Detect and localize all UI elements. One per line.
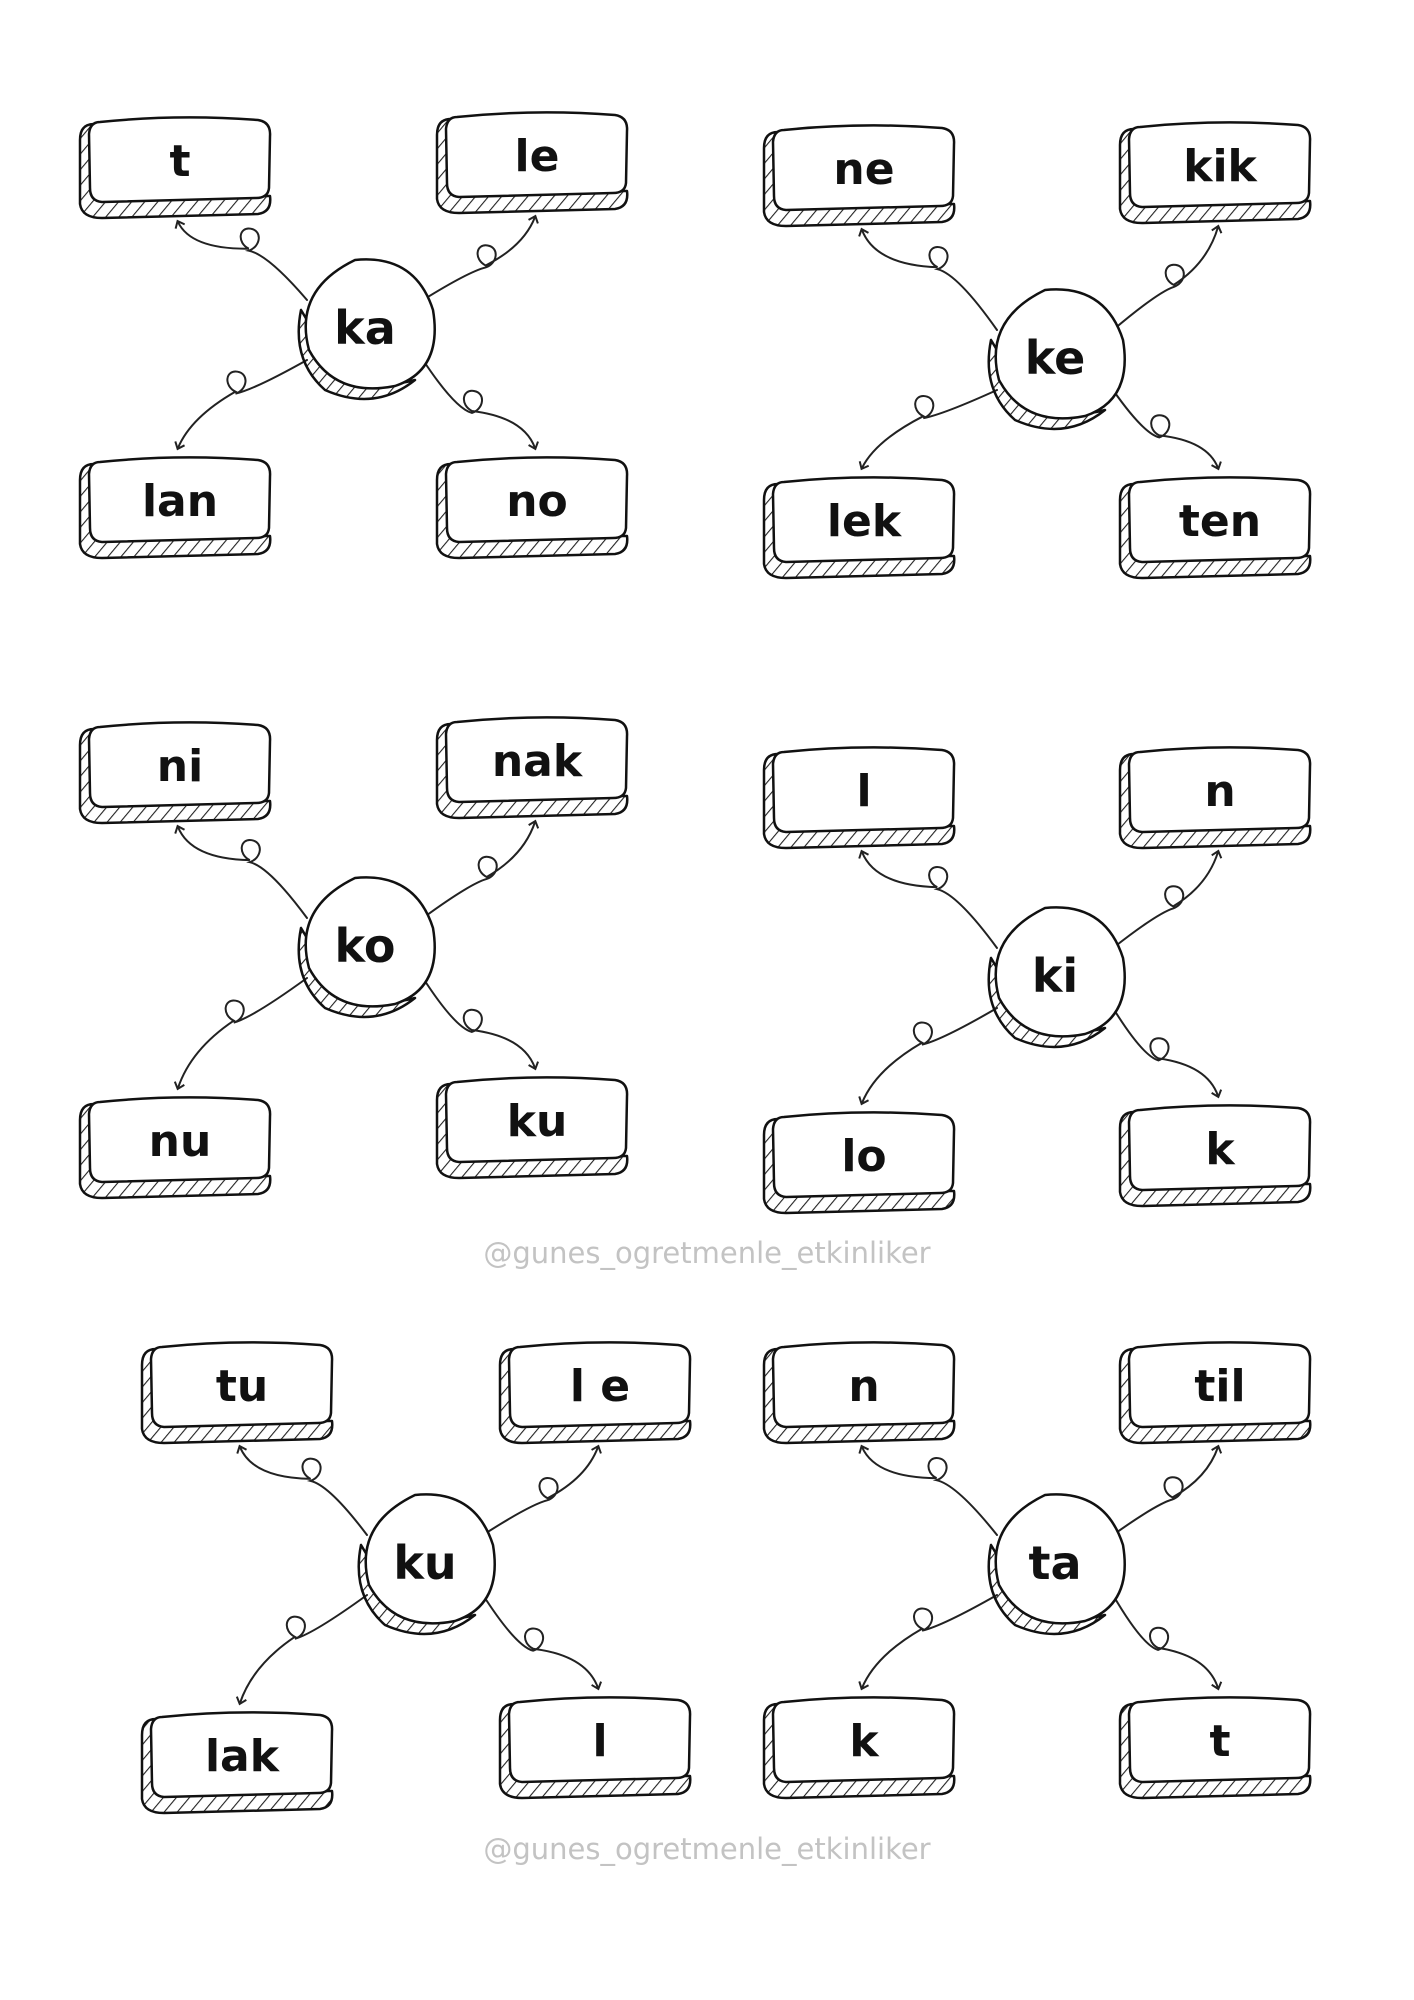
syllable-box-top-left-label: n xyxy=(848,1361,880,1412)
syllable-box-bottom-left xyxy=(80,457,270,558)
syllable-box-top-left xyxy=(80,117,270,218)
center-syllable-bubble-label: ko xyxy=(334,919,396,973)
connector-arrow-top-left xyxy=(178,222,307,300)
center-syllable-bubble xyxy=(989,907,1125,1047)
syllable-box-bottom-right xyxy=(1120,1105,1310,1206)
syllable-box-top-right xyxy=(437,717,627,818)
center-syllable-bubble-label: ke xyxy=(1024,331,1086,385)
connector-arrow-bottom-left xyxy=(178,360,307,448)
connector-arrow-top-right xyxy=(483,1447,598,1535)
watermark-middle: @gunes_ogretmenle_etkinliker xyxy=(483,1236,931,1270)
syllable-box-top-right-label: le xyxy=(514,131,560,182)
syllable-box-top-left-label: ni xyxy=(156,741,204,792)
syllable-box-bottom-left xyxy=(764,1112,954,1213)
syllable-box-bottom-left-label: nu xyxy=(148,1116,212,1167)
connector-arrow-top-left xyxy=(862,1447,997,1535)
syllable-box-bottom-right-label: ku xyxy=(506,1096,568,1147)
syllable-box-bottom-right xyxy=(437,1077,627,1178)
center-syllable-bubble-label: ku xyxy=(393,1536,457,1590)
syllable-box-top-right-label: nak xyxy=(491,736,583,787)
syllable-box-top-right-label: kik xyxy=(1183,141,1257,192)
connector-arrow-bottom-left xyxy=(240,1595,367,1703)
syllable-box-bottom-left-label: lan xyxy=(141,476,219,527)
syllable-box-bottom-right-label: ten xyxy=(1178,496,1262,547)
syllable-cluster xyxy=(80,717,627,1198)
connector-arrow-top-right xyxy=(423,217,535,300)
syllable-box-top-left-label: tu xyxy=(215,1361,269,1412)
syllable-box-top-left xyxy=(80,722,270,823)
syllable-box-bottom-left xyxy=(764,477,954,578)
syllable-box-top-right-label: n xyxy=(1204,766,1236,817)
syllable-box-top-right-label: til xyxy=(1194,1361,1246,1412)
connector-arrow-top-left xyxy=(862,852,997,948)
syllable-box-top-left xyxy=(764,1342,954,1443)
syllable-box-bottom-right xyxy=(1120,1697,1310,1798)
center-syllable-bubble xyxy=(989,1494,1125,1634)
syllable-box-bottom-left-label: lo xyxy=(841,1131,887,1182)
syllable-box-bottom-right xyxy=(500,1697,690,1798)
connector-arrow-top-right xyxy=(1113,227,1218,330)
connector-arrow-bottom-right xyxy=(483,1595,598,1688)
connector-arrow-bottom-right xyxy=(1113,1008,1218,1096)
connector-arrow-bottom-left xyxy=(178,978,307,1088)
connector-arrow-top-right xyxy=(423,822,535,918)
syllable-box-bottom-left-label: lak xyxy=(204,1731,280,1782)
syllable-cluster xyxy=(764,1342,1310,1798)
syllable-cluster xyxy=(80,112,627,558)
syllable-box-bottom-right-label: no xyxy=(506,476,568,527)
connector-arrow-bottom-left xyxy=(862,1008,997,1103)
syllable-box-bottom-left-label: lek xyxy=(826,496,902,547)
syllable-box-bottom-right-label: k xyxy=(1205,1124,1235,1175)
syllable-box-bottom-left xyxy=(764,1697,954,1798)
connector-arrow-top-right xyxy=(1113,852,1218,948)
syllable-cluster xyxy=(764,122,1310,578)
connector-arrow-bottom-right xyxy=(423,360,535,448)
connector-arrow-top-right xyxy=(1113,1447,1218,1535)
syllable-box-top-right xyxy=(1120,1342,1310,1443)
syllable-box-bottom-right-label: t xyxy=(1209,1716,1231,1767)
syllable-cluster xyxy=(142,1342,690,1813)
center-syllable-bubble xyxy=(359,1494,495,1634)
center-syllable-bubble xyxy=(299,877,435,1017)
connector-arrow-bottom-right xyxy=(1113,390,1218,468)
connector-arrow-top-left xyxy=(862,230,997,330)
watermark-bottom: @gunes_ogretmenle_etkinliker xyxy=(483,1832,931,1866)
syllable-box-bottom-right xyxy=(1120,477,1310,578)
syllable-box-top-right xyxy=(500,1342,690,1443)
syllable-box-top-left xyxy=(764,747,954,848)
syllable-box-top-left-label: t xyxy=(169,136,191,187)
center-syllable-bubble-label: ka xyxy=(334,301,396,355)
syllable-box-bottom-left xyxy=(80,1097,270,1198)
connector-arrow-top-left xyxy=(240,1447,367,1535)
syllable-box-bottom-left-label: k xyxy=(849,1716,879,1767)
syllable-box-top-left xyxy=(142,1342,332,1443)
syllable-box-top-right xyxy=(437,112,627,213)
syllable-box-top-left-label: ne xyxy=(833,144,895,195)
connector-arrow-bottom-left xyxy=(862,1595,997,1688)
syllable-box-bottom-right-label: l xyxy=(592,1716,608,1767)
connector-arrow-bottom-right xyxy=(423,978,535,1068)
syllable-box-top-right-label: l e xyxy=(569,1361,631,1412)
center-syllable-bubble-label: ta xyxy=(1028,1536,1082,1590)
connector-arrow-top-left xyxy=(178,827,307,918)
syllable-box-top-left-label: l xyxy=(856,766,872,817)
center-syllable-bubble xyxy=(989,289,1125,429)
syllable-box-top-right xyxy=(1120,747,1310,848)
syllable-box-bottom-left xyxy=(142,1712,332,1813)
syllable-box-top-right xyxy=(1120,122,1310,223)
center-syllable-bubble-label: ki xyxy=(1031,949,1079,1003)
syllable-cluster xyxy=(764,747,1310,1213)
connector-arrow-bottom-left xyxy=(862,390,997,468)
center-syllable-bubble xyxy=(299,259,435,399)
syllable-box-bottom-right xyxy=(437,457,627,558)
syllable-box-top-left xyxy=(764,125,954,226)
connector-arrow-bottom-right xyxy=(1113,1595,1218,1688)
